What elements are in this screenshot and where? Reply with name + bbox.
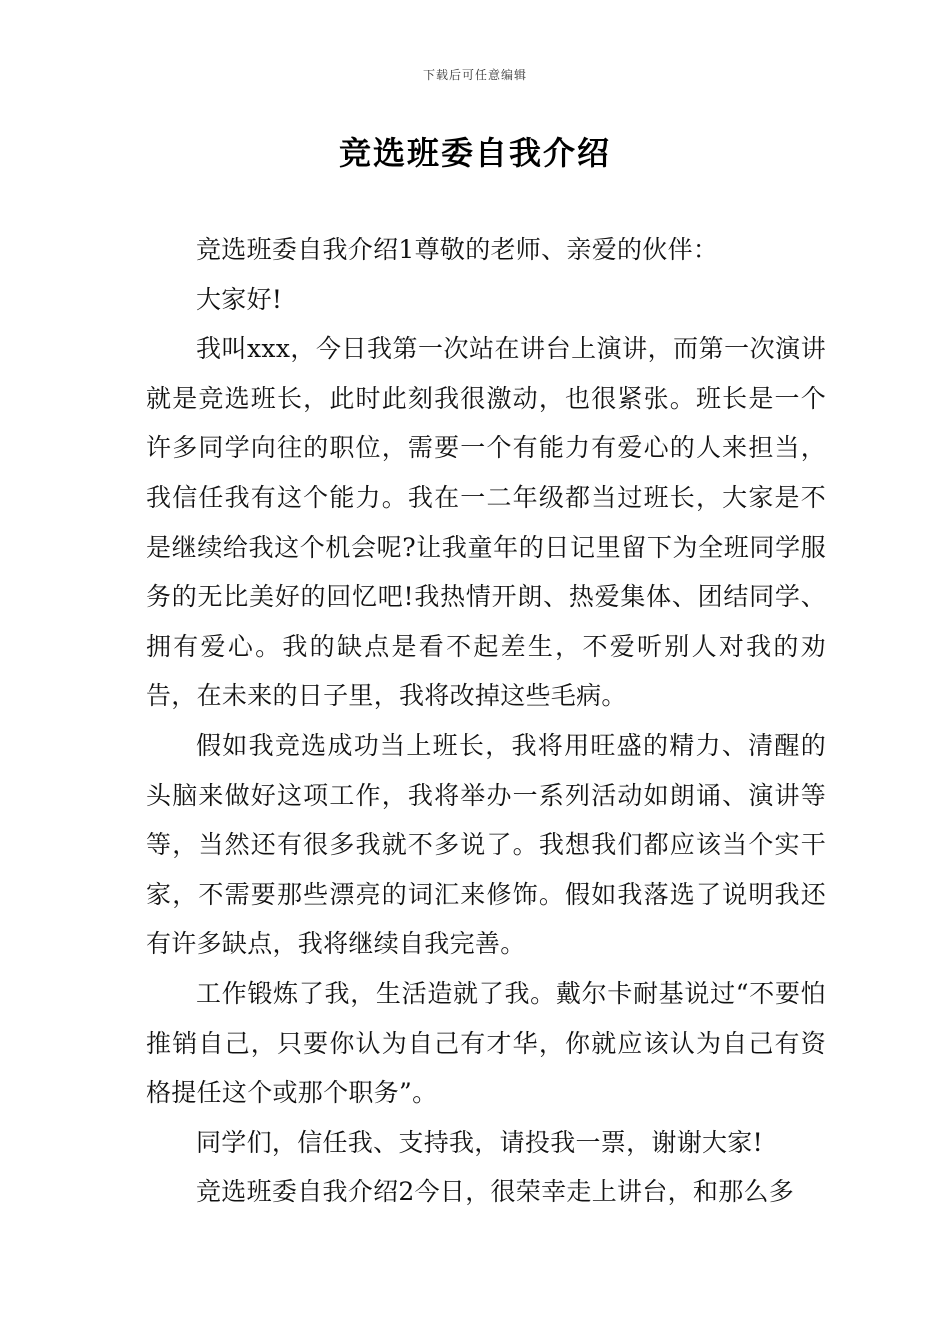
- paragraph-introduction: 我叫xxx，今日我第一次站在讲台上演讲，而第一次演讲就是竞选班长，此时此刻我很激动，也很紧张。班长是一个许多同学向往的职位，需要一个有能力有爱心的人来担当，我信任我有这个能力。我在一二年级都当过班长，大家是不是继续给我这个机会呢?让我童年的日记里留下为全班同学服务的无比美好的回忆吧!我热情开朗、热爱集体、团结同学、拥有爱心。我的缺点是看不起差生，不爱听别人对我的劝告，在未来的日子里，我将改掉这些毛病。: [146, 334, 826, 711]
- document-title: 竞选班委自我介绍: [338, 134, 611, 172]
- document-body: [146, 225, 826, 1217]
- paragraph-quote: 工作锻炼了我，生活造就了我。戴尔卡耐基说过“不要怕推销自己，只要你认为自己有才华，你就应该认为自己有资格提任这个或那个职务”。: [146, 978, 826, 1108]
- paragraph-hello: 大家好!: [196, 284, 283, 314]
- paragraph-greeting: 竞选班委自我介绍1尊敬的老师、亲爱的伙伴：: [196, 235, 719, 264]
- paragraph-plan: 假如我竞选成功当上班长，我将用旺盛的精力、清醒的头脑来做好这项工作，我将举办一系列活动如朗诵、演讲等等，当然还有很多我就不多说了。我想我们都应该当个实干家，不需要那些漂亮的词汇来修饰。假如我落选了说明我还有许多缺点，我将继续自我完善。: [146, 730, 826, 959]
- paragraph-second-intro: 竞选班委自我介绍2今日，很荣幸走上讲台，和那么多: [196, 1177, 795, 1207]
- paragraph-closing: 同学们，信任我、支持我，请投我一票，谢谢大家!: [196, 1127, 763, 1157]
- header-note: 下载后可任意编辑: [422, 68, 527, 82]
